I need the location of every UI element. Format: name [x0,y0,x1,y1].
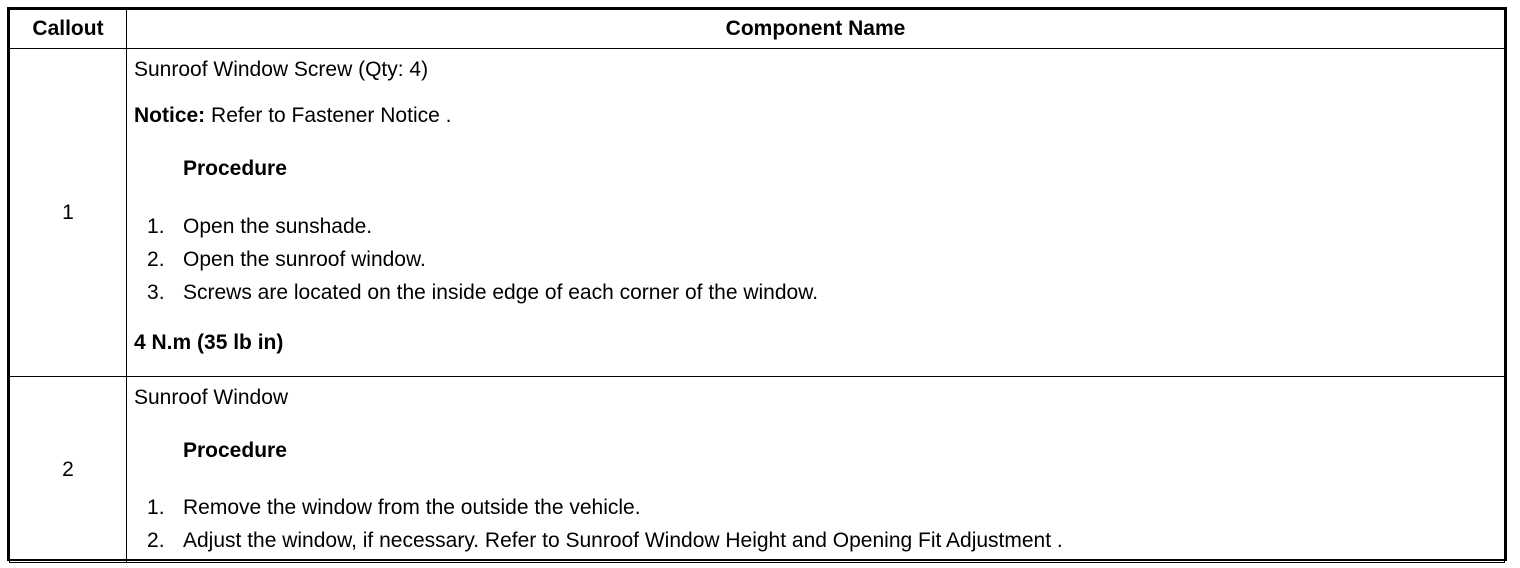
procedure-step: Open the sunshade. [183,214,373,238]
component-table [9,9,1505,563]
component-table-frame [7,7,1507,561]
header-component-name: Component Name [127,10,1505,49]
procedure-steps [134,491,1498,557]
callout-number: 1 [10,49,127,377]
component-name: Sunroof Window [134,386,289,409]
procedure-step: Adjust the window, if necessary. Refer to Sunroof Window Height and Opening Fit Adjustment . [183,529,1063,553]
procedure-steps [134,210,1498,309]
component-cell [127,377,1505,563]
header-callout: Callout [10,10,127,49]
procedure-step: Open the sunroof window. [183,247,426,271]
procedure-step: Remove the window from the outside the vehicle. [183,496,641,520]
notice-text: Refer to Fastener Notice . [205,104,452,128]
table-row [10,49,1505,377]
component-cell [127,49,1505,377]
notice [134,103,1498,128]
procedure-title: Procedure [183,439,287,463]
procedure-step: Screws are located on the inside edge of each corner of the window. [183,280,819,304]
procedure-title: Procedure [183,157,287,181]
callout-number: 2 [10,377,127,563]
header-row [10,10,1505,49]
table-row [10,377,1505,563]
notice-label: Notice: [134,104,206,128]
torque-spec: 4 N.m (35 lb in) [134,330,284,354]
component-name: Sunroof Window Screw (Qty: 4) [134,58,429,81]
